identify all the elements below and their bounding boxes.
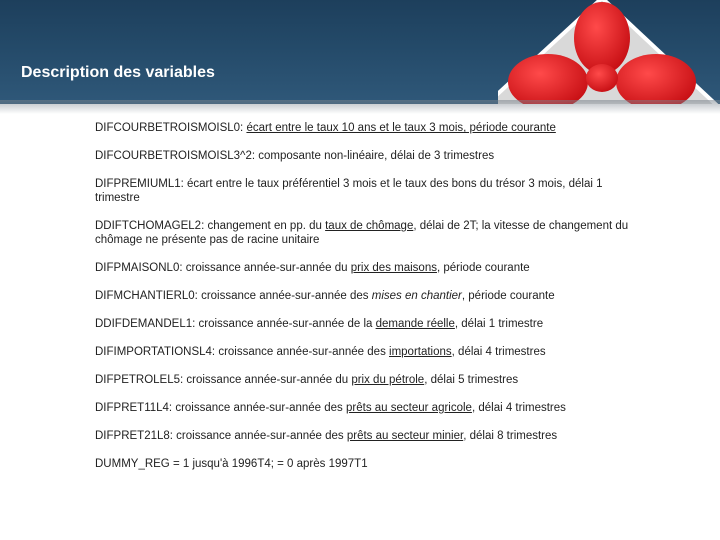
page-title: Description des variables (21, 64, 215, 81)
list-item: DIFIMPORTATIONSL4: croissance année-sur-année des importations, délai 4 trimestres (95, 346, 546, 358)
list-item: DIFCOURBETROISMOISL0: écart entre le taux 10 ans et le taux 3 mois, période courante (95, 122, 556, 134)
list-item: DIFPRET11L4: croissance année-sur-année des prêts au secteur agricole, délai 4 trimestres (95, 402, 566, 414)
list-item: DUMMY_REG = 1 jusqu'à 1996T4; = 0 après 1997T1 (95, 458, 368, 470)
list-item: DIFPETROLEL5: croissance année-sur-année du prix du pétrole, délai 5 trimestres (95, 374, 519, 386)
list-item: DIFCOURBETROISMOISL3^2: composante non-linéaire, délai de 3 trimestres (95, 150, 495, 162)
header-shadow (0, 100, 720, 114)
header-banner (0, 0, 720, 104)
list-item: DDIFTCHOMAGEL2: changement en pp. du taux de chômage, délai de 2T; la vitesse de changement du chômage ne présente pas de racine unitaire (95, 220, 629, 246)
list-item: DDIFDEMANDEL1: croissance année-sur-année de la demande réelle, délai 1 trimestre (95, 318, 544, 330)
list-item: DIFPRET21L8: croissance année-sur-année des prêts au secteur minier, délai 8 trimestres (95, 430, 558, 442)
variable-list (95, 121, 635, 485)
list-item: DIFPMAISONL0: croissance année-sur-année du prix des maisons, période courante (95, 262, 530, 274)
list-item: DIFPREMIUML1: écart entre le taux préférentiel 3 mois et le taux des bons du trésor 3 mois, délai 1 trimestre (95, 178, 603, 204)
list-item: DIFMCHANTIERL0: croissance année-sur-année des mises en chantier, période courante (95, 290, 555, 302)
triangle-logo-icon (498, 0, 720, 104)
